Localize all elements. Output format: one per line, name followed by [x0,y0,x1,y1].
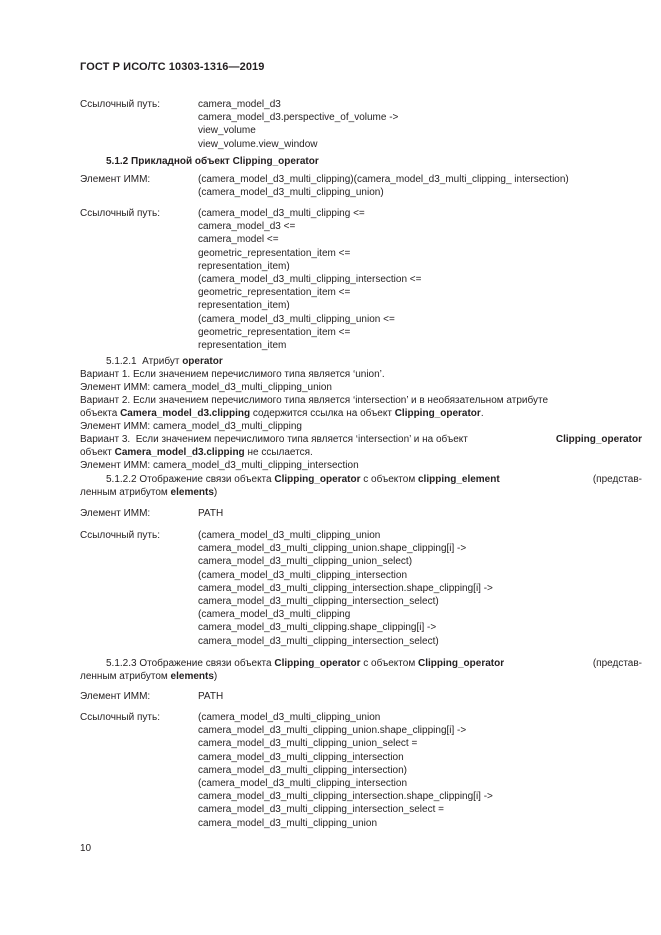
path-line: camera_model_d3_multi_clipping_union_select) [198,556,413,568]
page-number: 10 [80,843,92,854]
attribute-heading-5-1-2-1: 5.1.2.1 Атрибут operator [106,356,223,367]
path-line: camera_model_d3_multi_clipping_intersection.shape_clipping[i] -> [198,582,493,594]
association-heading-5-1-2-3-line-2: ленным атрибутом elements) [80,671,218,682]
path-line: camera_model_d3.perspective_of_volume -> [198,112,399,124]
path-line: geometric_representation_item <= [198,287,351,299]
arm-element-lines [198,173,569,199]
path-line: (camera_model_d3_multi_clipping_union <= [198,313,395,325]
association-heading-5-1-2-2-line-1: 5.1.2.2 Отображение связи объекта Clipping_operator с объектом clipping_element (представ- [106,474,642,485]
path-line: representation_item) [198,260,290,272]
reference-path-label: Ссылочный путь: [80,530,160,541]
arm-line: (camera_model_d3_multi_clipping_union) [198,187,384,199]
arm-element-block [80,690,640,704]
path-line: representation_item) [198,300,290,312]
arm-element-label: Элемент ИММ: [80,174,151,185]
path-line: (camera_model_d3_multi_clipping_union [198,712,381,723]
variant-3-text-line-1: Вариант 3. Если значением перечислимого типа является ‘intersection’ и на объект Clipping_operator [80,434,642,445]
reference-path-block-4 [80,711,640,833]
path-line: camera_model_d3_multi_clipping.shape_clipping[i] -> [198,622,437,634]
path-line: (camera_model_d3_multi_clipping_intersection [198,777,408,789]
path-line: geometric_representation_item <= [198,247,351,259]
variant-1-text: Вариант 1. Если значением перечислимого типа является ‘union’. [80,369,385,380]
reference-path-lines [198,207,421,352]
arm-element-label: Элемент ИММ: [80,508,151,519]
path-line: camera_model_d3_multi_clipping_union.shape_clipping[i] -> [198,725,467,737]
path-line: view_volume [198,125,256,137]
reference-path-block-3 [80,529,640,651]
path-line: camera_model_d3_multi_clipping_intersection.shape_clipping[i] -> [198,791,493,803]
path-line: (camera_model_d3_multi_clipping <= [198,208,365,219]
reference-path-lines [198,98,398,151]
document-header: ГОСТ Р ИСО/ТС 10303-1316—2019 [80,61,265,73]
reference-path-label: Ссылочный путь: [80,208,160,219]
variant-3-text-line-2: объект Camera_model_d3.clipping не ссылается. [80,447,313,458]
arm-line: (camera_model_d3_multi_clipping)(camera_model_d3_multi_clipping_ intersection) [198,174,569,185]
reference-path-block-1 [80,98,640,154]
path-line: camera_model_d3_multi_clipping_intersection_select) [198,595,439,607]
path-line: camera_model_d3_multi_clipping_intersection_select = [198,804,444,816]
path-line: camera_model_d3_multi_clipping_union [198,817,378,829]
reference-path-label: Ссылочный путь: [80,99,160,110]
arm-element-block [80,507,640,521]
path-line: geometric_representation_item <= [198,326,351,338]
path-line: representation_item [198,339,287,351]
section-heading-5-1-2: 5.1.2 Прикладной объект Clipping_operator [106,156,319,167]
reference-path-lines [198,711,493,830]
path-line: (camera_model_d3_multi_clipping_union [198,530,381,541]
path-line: camera_model <= [198,234,279,246]
variant-1-arm: Элемент ИММ: camera_model_d3_multi_clipping_union [80,382,332,393]
path-line: camera_model_d3 [198,99,281,110]
path-line: (camera_model_d3_multi_clipping_intersection [198,569,408,581]
variant-2-text-line-2: объекта Camera_model_d3.clipping содержится ссылка на объект Clipping_operator. [80,408,484,419]
arm-element-label: Элемент ИММ: [80,691,151,702]
arm-element-value: PATH [198,508,224,519]
path-line: camera_model_d3_multi_clipping_intersection) [198,764,408,776]
variant-2-text-line-1: Вариант 2. Если значением перечислимого типа является ‘intersection’ и в необязательном атрибуте [80,395,549,406]
attribute-name: operator [182,356,223,367]
association-heading-5-1-2-2-line-2: ленным атрибутом elements) [80,487,218,498]
path-line: view_volume.view_window [198,138,318,150]
path-line: camera_model_d3 <= [198,221,296,233]
reference-path-label: Ссылочный путь: [80,712,160,723]
variant-2-arm: Элемент ИММ: camera_model_d3_multi_clipping [80,421,302,432]
path-line: camera_model_d3_multi_clipping_union_select = [198,738,418,750]
arm-element-value: PATH [198,691,224,702]
association-heading-5-1-2-3-line-1: 5.1.2.3 Отображение связи объекта Clipping_operator с объектом Clipping_operator (представ- [106,658,642,669]
path-line: camera_model_d3_multi_clipping_union.shape_clipping[i] -> [198,543,467,555]
path-line: (camera_model_d3_multi_clipping_intersection <= [198,273,422,285]
arm-element-block [80,173,640,201]
path-line: camera_model_d3_multi_clipping_intersection_select) [198,635,439,647]
reference-path-block-2 [80,207,640,355]
reference-path-lines [198,529,493,648]
path-line: camera_model_d3_multi_clipping_intersection [198,751,404,763]
variant-3-arm: Элемент ИММ: camera_model_d3_multi_clipping_intersection [80,460,359,471]
path-line: (camera_model_d3_multi_clipping [198,609,351,621]
